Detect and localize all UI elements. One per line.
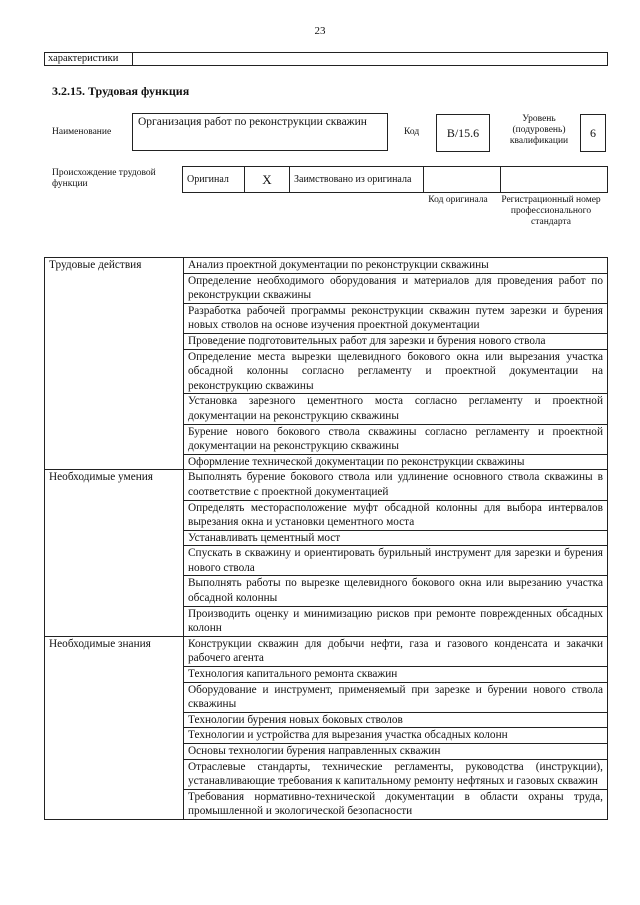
- item-cell: Устанавливать цементный мост: [184, 530, 608, 546]
- item-cell: Конструкции скважин для добычи нефти, газа и газового конденсата и закачки рабочего агента: [184, 636, 608, 666]
- category-cell: Необходимые знания: [45, 636, 184, 819]
- borrowed-label-cell: Заимствовано из оригинала: [290, 167, 424, 193]
- function-details-body: [45, 258, 608, 820]
- code-original-caption: Код оригинала: [428, 195, 488, 205]
- item-cell: Отраслевые стандарты, технические регламенты, руководства (инструкции), устанавливающие требования к капитальному ремонту нефтяных и газовых скважин: [184, 759, 608, 789]
- item-cell: Технологии бурения новых боковых стволов: [184, 712, 608, 728]
- level-value-box: 6: [580, 114, 606, 152]
- item-cell: Оформление технической документации по реконструкции скважины: [184, 454, 608, 470]
- page-number: 23: [314, 25, 326, 37]
- name-label: Наименование: [52, 127, 112, 137]
- item-cell: Выполнять бурение бокового ствола или удлинение основного ствола скважины в соответствие с проектной документацией: [184, 470, 608, 500]
- section-title: 3.2.15. Трудовая функция: [52, 84, 190, 98]
- category-cell: Необходимые умения: [45, 470, 184, 637]
- category-cell: Трудовые действия: [45, 258, 184, 470]
- previous-table-row: [44, 52, 608, 66]
- code-value-box: B/15.6: [436, 114, 490, 152]
- table-row: [45, 470, 608, 500]
- code-label: Код: [404, 127, 420, 137]
- item-cell: Определять месторасположение муфт обсадной колонны для выбора интервалов вырезания окна и установки цементного моста: [184, 500, 608, 530]
- original-label-cell: Оригинал: [183, 167, 245, 193]
- item-cell: Разработка рабочей программы реконструкции скважин путем зарезки и бурения новых стволов на основе изучения проектной документации: [184, 303, 608, 333]
- original-mark-cell: X: [245, 167, 290, 193]
- reg-number-cell: [501, 167, 608, 193]
- item-cell: Производить оценку и минимизацию рисков при ремонте поврежденных обсадных колонн: [184, 606, 608, 636]
- table-row: [45, 636, 608, 666]
- name-value-box: Организация работ по реконструкции скважин: [132, 113, 388, 151]
- item-cell: Технология капитального ремонта скважин: [184, 667, 608, 683]
- previous-row-label: характеристики: [45, 53, 133, 65]
- table-row: [45, 258, 608, 274]
- item-cell: Бурение нового бокового ствола скважины согласно регламенту и проектной документации на реконструкцию скважины: [184, 424, 608, 454]
- item-cell: Проведение подготовительных работ для зарезки и бурения нового ствола: [184, 333, 608, 349]
- code-original-cell: [424, 167, 501, 193]
- item-cell: Оборудование и инструмент, применяемый при зарезке и бурении нового ствола скважины: [184, 682, 608, 712]
- item-cell: Анализ проектной документации по реконструкции скважины: [184, 258, 608, 274]
- item-cell: Определение места вырезки щелевидного бокового окна или вырезания участка обсадной колонны согласно регламенту и проектной документации на реконструкцию скважины: [184, 349, 608, 394]
- reg-number-caption: Регистрационный номер профессионального стандарта: [501, 195, 601, 227]
- item-cell: Требования нормативно-технической документации в области охраны труда, промышленной и экологической безопасности: [184, 789, 608, 819]
- item-cell: Выполнять работы по вырезке щелевидного бокового окна или вырезанию участка обсадной колонны: [184, 576, 608, 606]
- item-cell: Основы технологии бурения направленных скважин: [184, 744, 608, 760]
- function-details-table: [44, 257, 608, 820]
- origin-label: Происхождение трудовой функции: [52, 168, 156, 189]
- item-cell: Технологии и устройства для вырезания участка обсадных колонн: [184, 728, 608, 744]
- item-cell: Установка зарезного цементного моста согласно регламенту и проектной документации на реконструкцию скважины: [184, 394, 608, 424]
- item-cell: Спускать в скважину и ориентировать бурильный инструмент для зарезки и бурения нового ствола: [184, 546, 608, 576]
- item-cell: Определение необходимого оборудования и материалов для проведения работ по реконструкции скважины: [184, 273, 608, 303]
- origin-table: [182, 166, 608, 193]
- level-label: Уровень (подуровень) квалификации: [509, 114, 569, 146]
